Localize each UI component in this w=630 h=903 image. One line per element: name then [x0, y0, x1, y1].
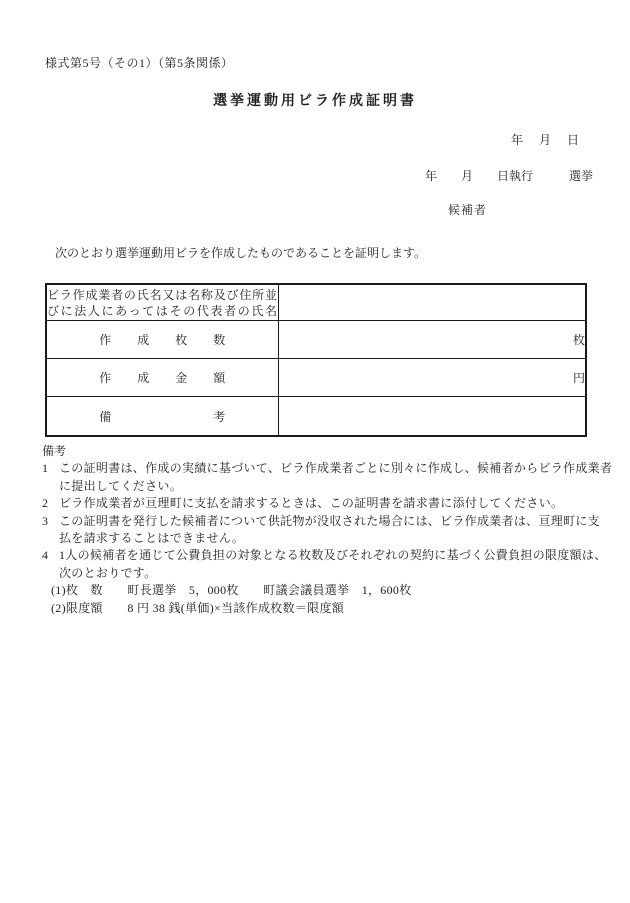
sheets-made-label: 作成枚数 — [99, 333, 226, 347]
table-row-sheets-made — [46, 321, 586, 359]
page-title: 選挙運動用ビラ作成証明書 — [213, 94, 417, 109]
remark-item-1-number: 1 — [42, 461, 49, 476]
notes-label-cell — [46, 397, 278, 437]
remark-item-3 — [42, 513, 600, 530]
candidate-label: 候補者 — [447, 203, 487, 217]
notes-label: 備考 — [99, 409, 226, 424]
remarks-heading: 備考 — [42, 444, 67, 458]
remark-item-1-text: この証明書は、作成の実績に基づいて、ビラ作成業者ごとに別々に作成し、候補者からビラ作成業者 — [59, 461, 613, 476]
table-row-maker-name — [46, 284, 586, 321]
maker-name-value-cell — [278, 284, 586, 321]
maker-name-label-line2: びに法人にあってはその代表者の氏名 — [47, 303, 278, 318]
yen-unit-label: 円 — [572, 371, 585, 385]
sheets-unit-label: 枚 — [572, 333, 585, 347]
election-date-line: 年 月 日執行 選挙 — [424, 169, 593, 183]
remark-item-2-number: 2 — [42, 496, 49, 511]
sheets-made-label-cell — [46, 321, 278, 359]
remark-subitem-sheet-counts: (1)枚 数 町長選挙 5，000枚 町議会議員選挙 1，600枚 — [51, 583, 412, 598]
remark-item-4-continuation: 次のとおりです。 — [59, 565, 157, 580]
issue-date-line: 年 月 日 — [510, 133, 581, 147]
remark-item-3-text: この証明書を発行した候補者について供託物が没収された場合には、ビラ作成業者は、亘理町に支 — [59, 513, 600, 528]
amount-value-cell — [278, 359, 586, 397]
remark-item-2 — [42, 495, 585, 512]
table-row-amount — [46, 359, 586, 397]
remark-item-1-continuation: に提出してください。 — [59, 478, 183, 493]
sheets-made-value-cell — [278, 321, 586, 359]
maker-name-label-cell — [46, 284, 278, 321]
form-number: 様式第5号（その1）（第5条関係） — [45, 56, 234, 70]
remark-item-3-continuation: 払を請求することはできません。 — [59, 531, 245, 546]
maker-name-label-line1: ビラ作成業者の氏名又は名称及び住所並 — [47, 287, 278, 302]
amount-label-cell — [46, 359, 278, 397]
remark-item-1 — [42, 460, 613, 477]
table-row-notes — [46, 397, 586, 437]
remarks-section — [42, 443, 613, 617]
certificate-table — [45, 283, 587, 437]
amount-label: 作成金額 — [99, 371, 226, 385]
certification-statement: 次のとおり選挙運動用ビラを作成したものであることを証明します。 — [55, 246, 427, 260]
remark-item-4-text: 1人の候補者を通じて公費負担の対象となる枚数及びそれぞれの契約に基づく公費負担の限度額は、 — [59, 548, 607, 563]
remark-item-4-number: 4 — [42, 548, 49, 563]
remark-subitem-limit-formula: (2)限度額 8 円 38 銭(単価)×当該作成枚数＝限度額 — [51, 600, 345, 615]
remark-item-3-number: 3 — [42, 513, 49, 528]
notes-value-cell — [278, 397, 586, 437]
remark-item-4 — [42, 547, 607, 564]
remark-item-2-text: ビラ作成業者が亘理町に支払を請求するときは、この証明書を請求書に添付してください。 — [59, 496, 564, 511]
